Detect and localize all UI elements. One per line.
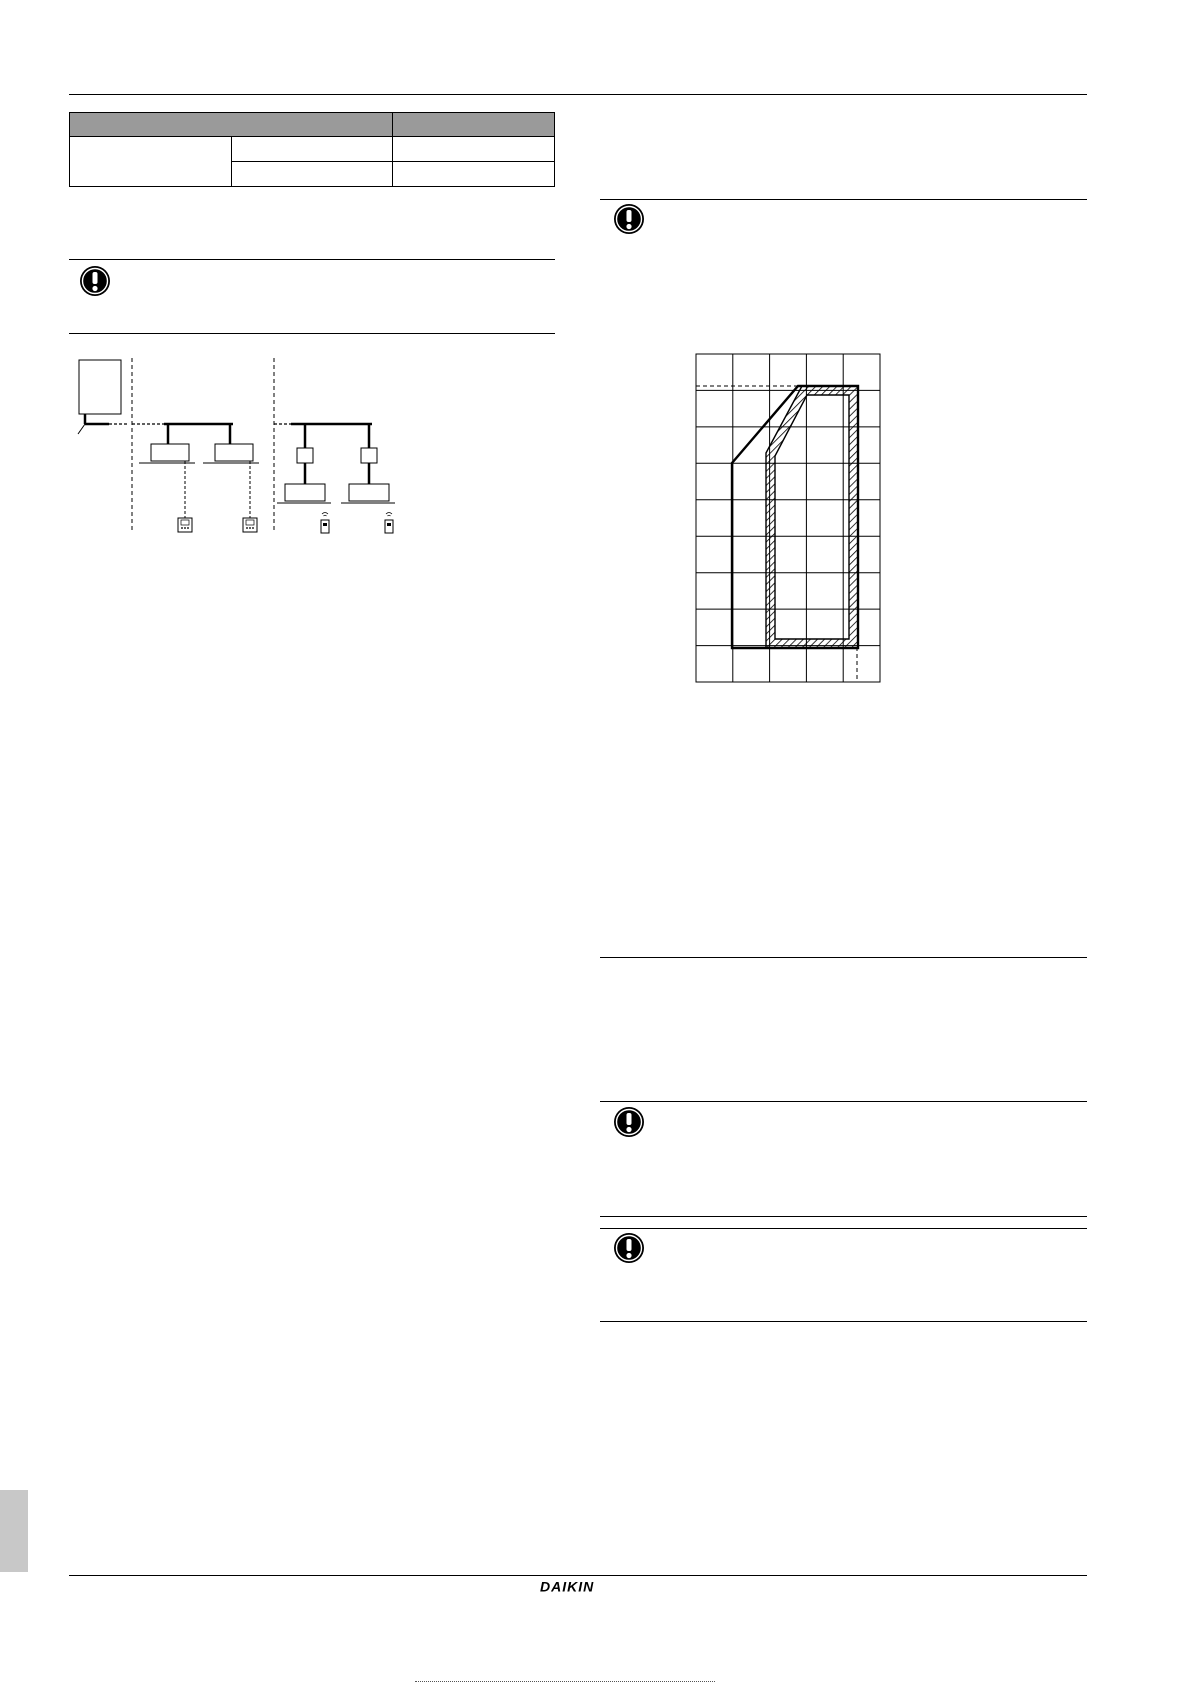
daikin-logo xyxy=(540,1579,618,1593)
indoor-unit xyxy=(215,444,253,461)
exclamation-notice-icon xyxy=(613,1232,645,1264)
notice-bottom-rule xyxy=(69,333,555,334)
bs-box xyxy=(297,448,313,463)
table-cell xyxy=(231,137,393,162)
notice-top-rule xyxy=(69,259,555,260)
table-cell xyxy=(393,162,555,187)
spec-table xyxy=(69,112,555,187)
bottom-dotted-rule xyxy=(415,1681,715,1683)
notice-top-rule xyxy=(600,199,1087,200)
operation-range-graph xyxy=(694,352,882,684)
wired-remote-controller-icon xyxy=(178,518,192,532)
wireless-remote-controller-icon xyxy=(385,513,393,534)
notice-bottom-rule xyxy=(600,1216,1087,1217)
header-rule xyxy=(69,94,1087,95)
notice-top-rule xyxy=(600,1101,1087,1102)
table-header-cell xyxy=(393,113,555,137)
footer-rule xyxy=(69,1575,1087,1576)
notice-bottom-rule xyxy=(600,1321,1087,1322)
indoor-unit xyxy=(151,444,189,461)
table-cell xyxy=(393,137,555,162)
table-header-row xyxy=(70,113,555,137)
exclamation-notice-icon xyxy=(613,203,645,235)
side-language-tab xyxy=(0,1490,28,1572)
table-header-cell xyxy=(70,113,393,137)
indoor-unit xyxy=(285,484,325,501)
svg-text:DAIKIN: DAIKIN xyxy=(540,1579,595,1593)
indoor-unit xyxy=(349,484,389,501)
wireless-remote-controller-icon xyxy=(321,513,329,534)
section-rule xyxy=(600,957,1087,958)
table-row xyxy=(70,137,555,162)
table-cell xyxy=(70,137,232,187)
exclamation-notice-icon xyxy=(79,265,111,297)
outdoor-unit xyxy=(79,360,121,414)
exclamation-notice-icon xyxy=(613,1106,645,1138)
wiring-diagram xyxy=(69,348,409,540)
notice-top-rule xyxy=(600,1228,1087,1229)
wired-remote-controller-icon xyxy=(243,518,257,532)
table-cell xyxy=(231,162,393,187)
bs-box xyxy=(361,448,377,463)
